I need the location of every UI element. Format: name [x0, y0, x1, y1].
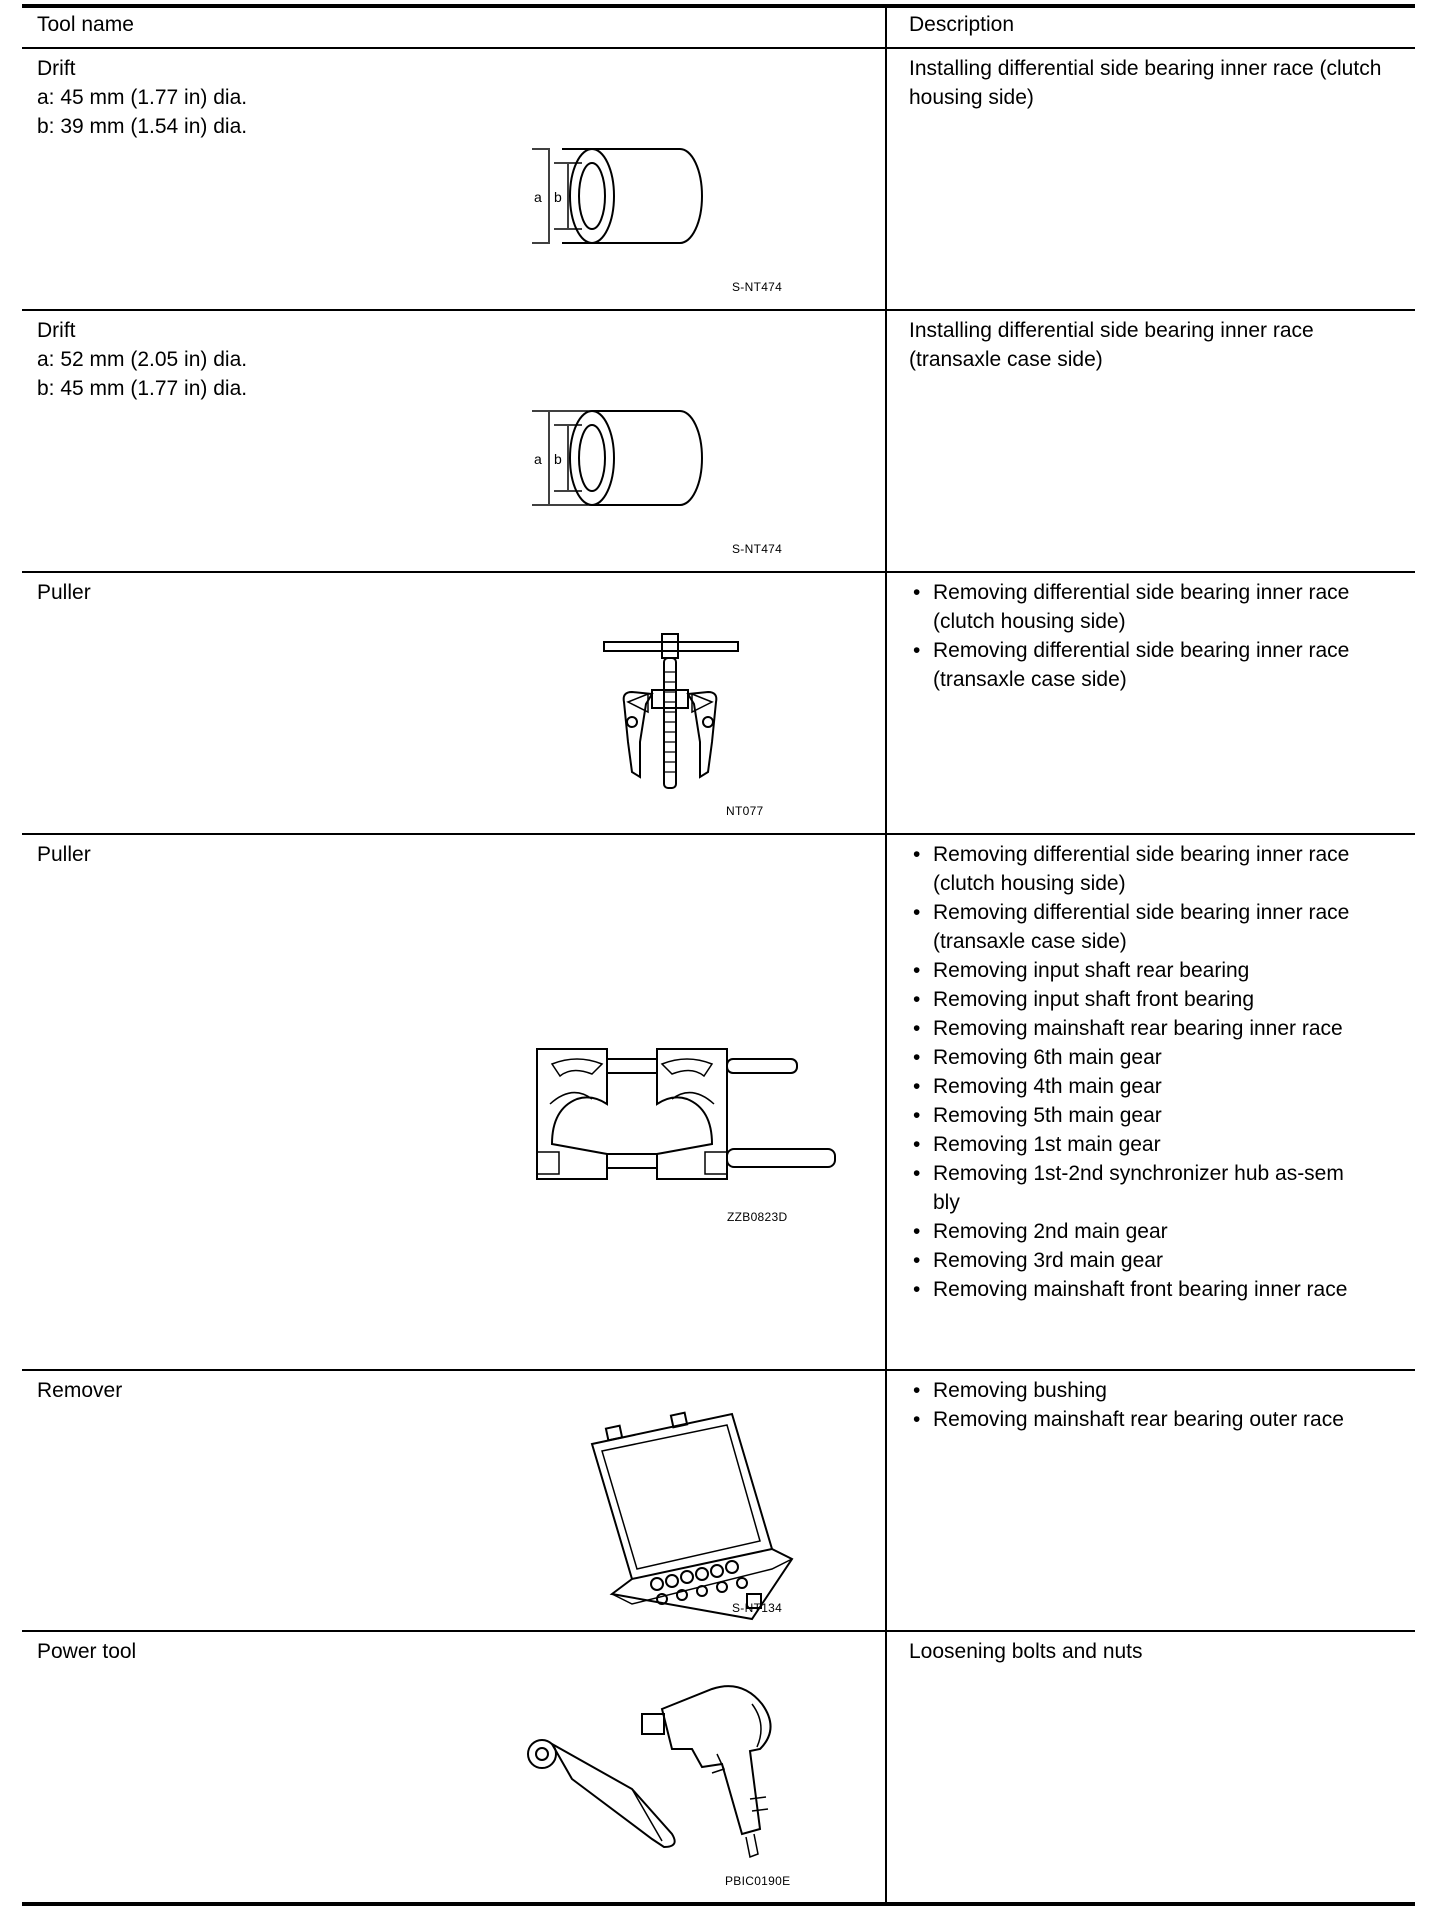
list-item: • Removing 1st-2nd synchronizer hub as-sembly	[909, 1159, 1353, 1217]
figure-code: PBIC0190E	[725, 1874, 791, 1888]
figure-code: NT077	[726, 804, 764, 818]
list-item: • Removing input shaft rear bearing	[909, 956, 1403, 985]
row-rule	[22, 1369, 1415, 1371]
tool-spec-b: b: 39 mm (1.54 in) dia.	[37, 115, 248, 138]
special-tools-table	[22, 4, 1415, 1909]
usage-list	[909, 840, 1403, 1304]
dimension-b-label: b	[554, 451, 562, 467]
figure-code: S-NT474	[732, 542, 783, 556]
tool-spec-b: b: 45 mm (1.77 in) dia.	[37, 377, 248, 400]
list-item: • Removing 4th main gear	[909, 1072, 1403, 1101]
header-tool-name: Tool name	[37, 13, 134, 36]
bearing-splitter-illustration	[532, 1044, 837, 1184]
tool-spec-a: a: 52 mm (2.05 in) dia.	[37, 348, 248, 371]
tool-name: Puller	[37, 843, 91, 866]
header-description: Description	[909, 13, 1015, 36]
list-item: • Removing mainshaft rear bearing outer race	[909, 1405, 1353, 1434]
tool-name: Remover	[37, 1379, 123, 1402]
header-rule	[22, 47, 1415, 49]
tool-name: Power tool	[37, 1640, 137, 1663]
list-item: • Removing mainshaft rear bearing inner race	[909, 1014, 1403, 1043]
list-item: • Removing 5th main gear	[909, 1101, 1403, 1130]
tool-name: Drift	[37, 319, 76, 342]
tool-name: Puller	[37, 581, 91, 604]
tool-description: Installing differential side bearing inner race (clutch housing side)	[909, 57, 1382, 109]
dimension-a-label: a	[534, 451, 542, 467]
tool-description: Loosening bolts and nuts	[909, 1640, 1143, 1663]
three-jaw-puller-illustration	[602, 632, 772, 797]
column-divider	[885, 6, 887, 1904]
list-item: • Removing differential side bearing inner race (clutch housing side)	[909, 578, 1403, 636]
figure-code: S-NT474	[732, 280, 783, 294]
list-item: • Removing 1st main gear	[909, 1130, 1403, 1159]
tool-name: Drift	[37, 57, 76, 80]
usage-list	[909, 1376, 1403, 1434]
table-bottom-rule	[22, 1902, 1415, 1906]
dimension-a-label: a	[534, 189, 542, 205]
list-item: • Removing 2nd main gear	[909, 1217, 1403, 1246]
table-top-rule	[22, 4, 1415, 8]
figure-code: S-NT134	[732, 1601, 783, 1615]
row-rule	[22, 1630, 1415, 1632]
list-item: • Removing mainshaft front bearing inner race	[909, 1275, 1403, 1304]
list-item: • Removing differential side bearing inner race (clutch housing side)	[909, 840, 1403, 898]
row-rule	[22, 571, 1415, 573]
drift-illustration	[534, 406, 802, 516]
dimension-b-label: b	[554, 189, 562, 205]
usage-list	[909, 578, 1403, 694]
row-rule	[22, 833, 1415, 835]
list-item: • Removing 3rd main gear	[909, 1246, 1403, 1275]
list-item: • Removing differential side bearing inner race (transaxle case side)	[909, 898, 1403, 956]
remover-kit-case-illustration	[562, 1409, 802, 1624]
tool-spec-a: a: 45 mm (1.77 in) dia.	[37, 86, 248, 109]
drift-illustration	[534, 144, 802, 254]
row-rule	[22, 309, 1415, 311]
figure-code: ZZB0823D	[727, 1210, 788, 1224]
list-item: • Removing differential side bearing inner race (transaxle case side)	[909, 636, 1403, 694]
list-item: • Removing input shaft front bearing	[909, 985, 1403, 1014]
air-tools-illustration	[512, 1669, 832, 1869]
list-item: • Removing bushing	[909, 1376, 1403, 1405]
list-item: • Removing 6th main gear	[909, 1043, 1403, 1072]
tool-description: Installing differential side bearing inner race (transaxle case side)	[909, 319, 1314, 371]
